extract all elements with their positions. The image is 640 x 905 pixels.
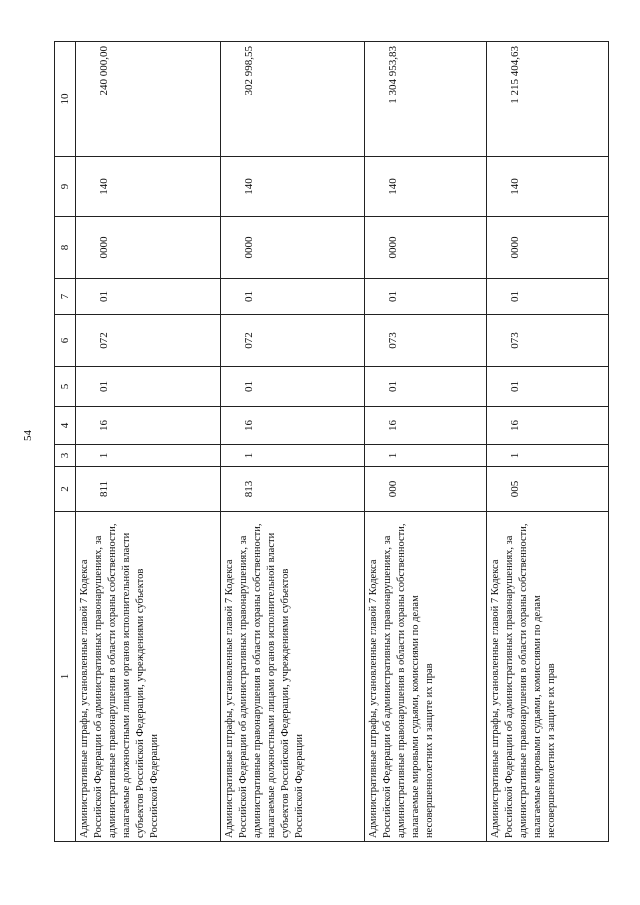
code-cell: 0000 xyxy=(76,217,221,279)
code-cell: 1 xyxy=(220,445,365,467)
header-cell: 4 xyxy=(55,407,76,445)
code-cell: 1 xyxy=(76,445,221,467)
code-cell: 16 xyxy=(487,407,609,445)
amount-cell: 240 000,00 xyxy=(76,42,221,157)
code-cell: 01 xyxy=(76,279,221,315)
amount-cell: 1 215 404,63 xyxy=(487,42,609,157)
code-cell: 16 xyxy=(365,407,487,445)
code-cell: 16 xyxy=(76,407,221,445)
code-cell: 140 xyxy=(365,157,487,217)
description-cell: Административные штрафы, установленные главой 7 Кодекса Российской Федерации об административных правонарушениях, за административные правонарушения в области охраны собственности, налагаемые должностными лицами органов исполнительной власти субъектов Российской Федерации, учреждениями субъектов Российской Федерации xyxy=(220,512,365,842)
code-cell: 140 xyxy=(76,157,221,217)
header-cell: 1 xyxy=(55,512,76,842)
code-cell: 072 xyxy=(76,315,221,367)
header-cell: 10 xyxy=(55,42,76,157)
admin-code-cell: 000 xyxy=(365,467,487,512)
admin-code-cell: 005 xyxy=(487,467,609,512)
code-cell: 01 xyxy=(365,279,487,315)
header-cell: 7 xyxy=(55,279,76,315)
code-cell: 1 xyxy=(365,445,487,467)
code-cell: 1 xyxy=(487,445,609,467)
description-cell: Административные штрафы, установленные главой 7 Кодекса Российской Федерации об административных правонарушениях, за административные правонарушения в области охраны собственности, налагаемые должностными лицами органов исполнительной власти субъектов Российской Федерации, учреждениями субъектов Российской Федерации xyxy=(76,512,221,842)
description-cell: Административные штрафы, установленные главой 7 Кодекса Российской Федерации об административных правонарушениях, за административные правонарушения в области охраны собственности, налагаемые мировыми судьями, комиссиями по делам несовершеннолетних и защите их прав xyxy=(487,512,609,842)
header-cell: 3 xyxy=(55,445,76,467)
budget-table xyxy=(54,41,609,842)
header-cell: 6 xyxy=(55,315,76,367)
code-cell: 072 xyxy=(220,315,365,367)
admin-code-cell: 811 xyxy=(76,467,221,512)
description-cell: Административные штрафы, установленные главой 7 Кодекса Российской Федерации об административных правонарушениях, за административные правонарушения в области охраны собственности, налагаемые мировыми судьями, комиссиями по делам несовершеннолетних и защите их прав xyxy=(365,512,487,842)
code-cell: 073 xyxy=(365,315,487,367)
header-cell: 2 xyxy=(55,467,76,512)
code-cell: 0000 xyxy=(220,217,365,279)
header-cell: 5 xyxy=(55,367,76,407)
code-cell: 0000 xyxy=(365,217,487,279)
amount-cell: 1 304 953,83 xyxy=(365,42,487,157)
table-row xyxy=(76,42,221,842)
code-cell: 073 xyxy=(487,315,609,367)
code-cell: 01 xyxy=(487,367,609,407)
header-cell: 9 xyxy=(55,157,76,217)
code-cell: 01 xyxy=(487,279,609,315)
code-cell: 01 xyxy=(220,279,365,315)
code-cell: 16 xyxy=(220,407,365,445)
amount-cell: 302 998,55 xyxy=(220,42,365,157)
budget-table-container xyxy=(54,42,609,842)
header-cell: 8 xyxy=(55,217,76,279)
code-cell: 01 xyxy=(76,367,221,407)
table-row xyxy=(365,42,487,842)
code-cell: 140 xyxy=(487,157,609,217)
code-cell: 01 xyxy=(365,367,487,407)
code-cell: 0000 xyxy=(487,217,609,279)
code-cell: 140 xyxy=(220,157,365,217)
page-number: 54 xyxy=(22,430,34,441)
table-row xyxy=(220,42,365,842)
header-row xyxy=(55,42,76,842)
table-row xyxy=(487,42,609,842)
code-cell: 01 xyxy=(220,367,365,407)
admin-code-cell: 813 xyxy=(220,467,365,512)
